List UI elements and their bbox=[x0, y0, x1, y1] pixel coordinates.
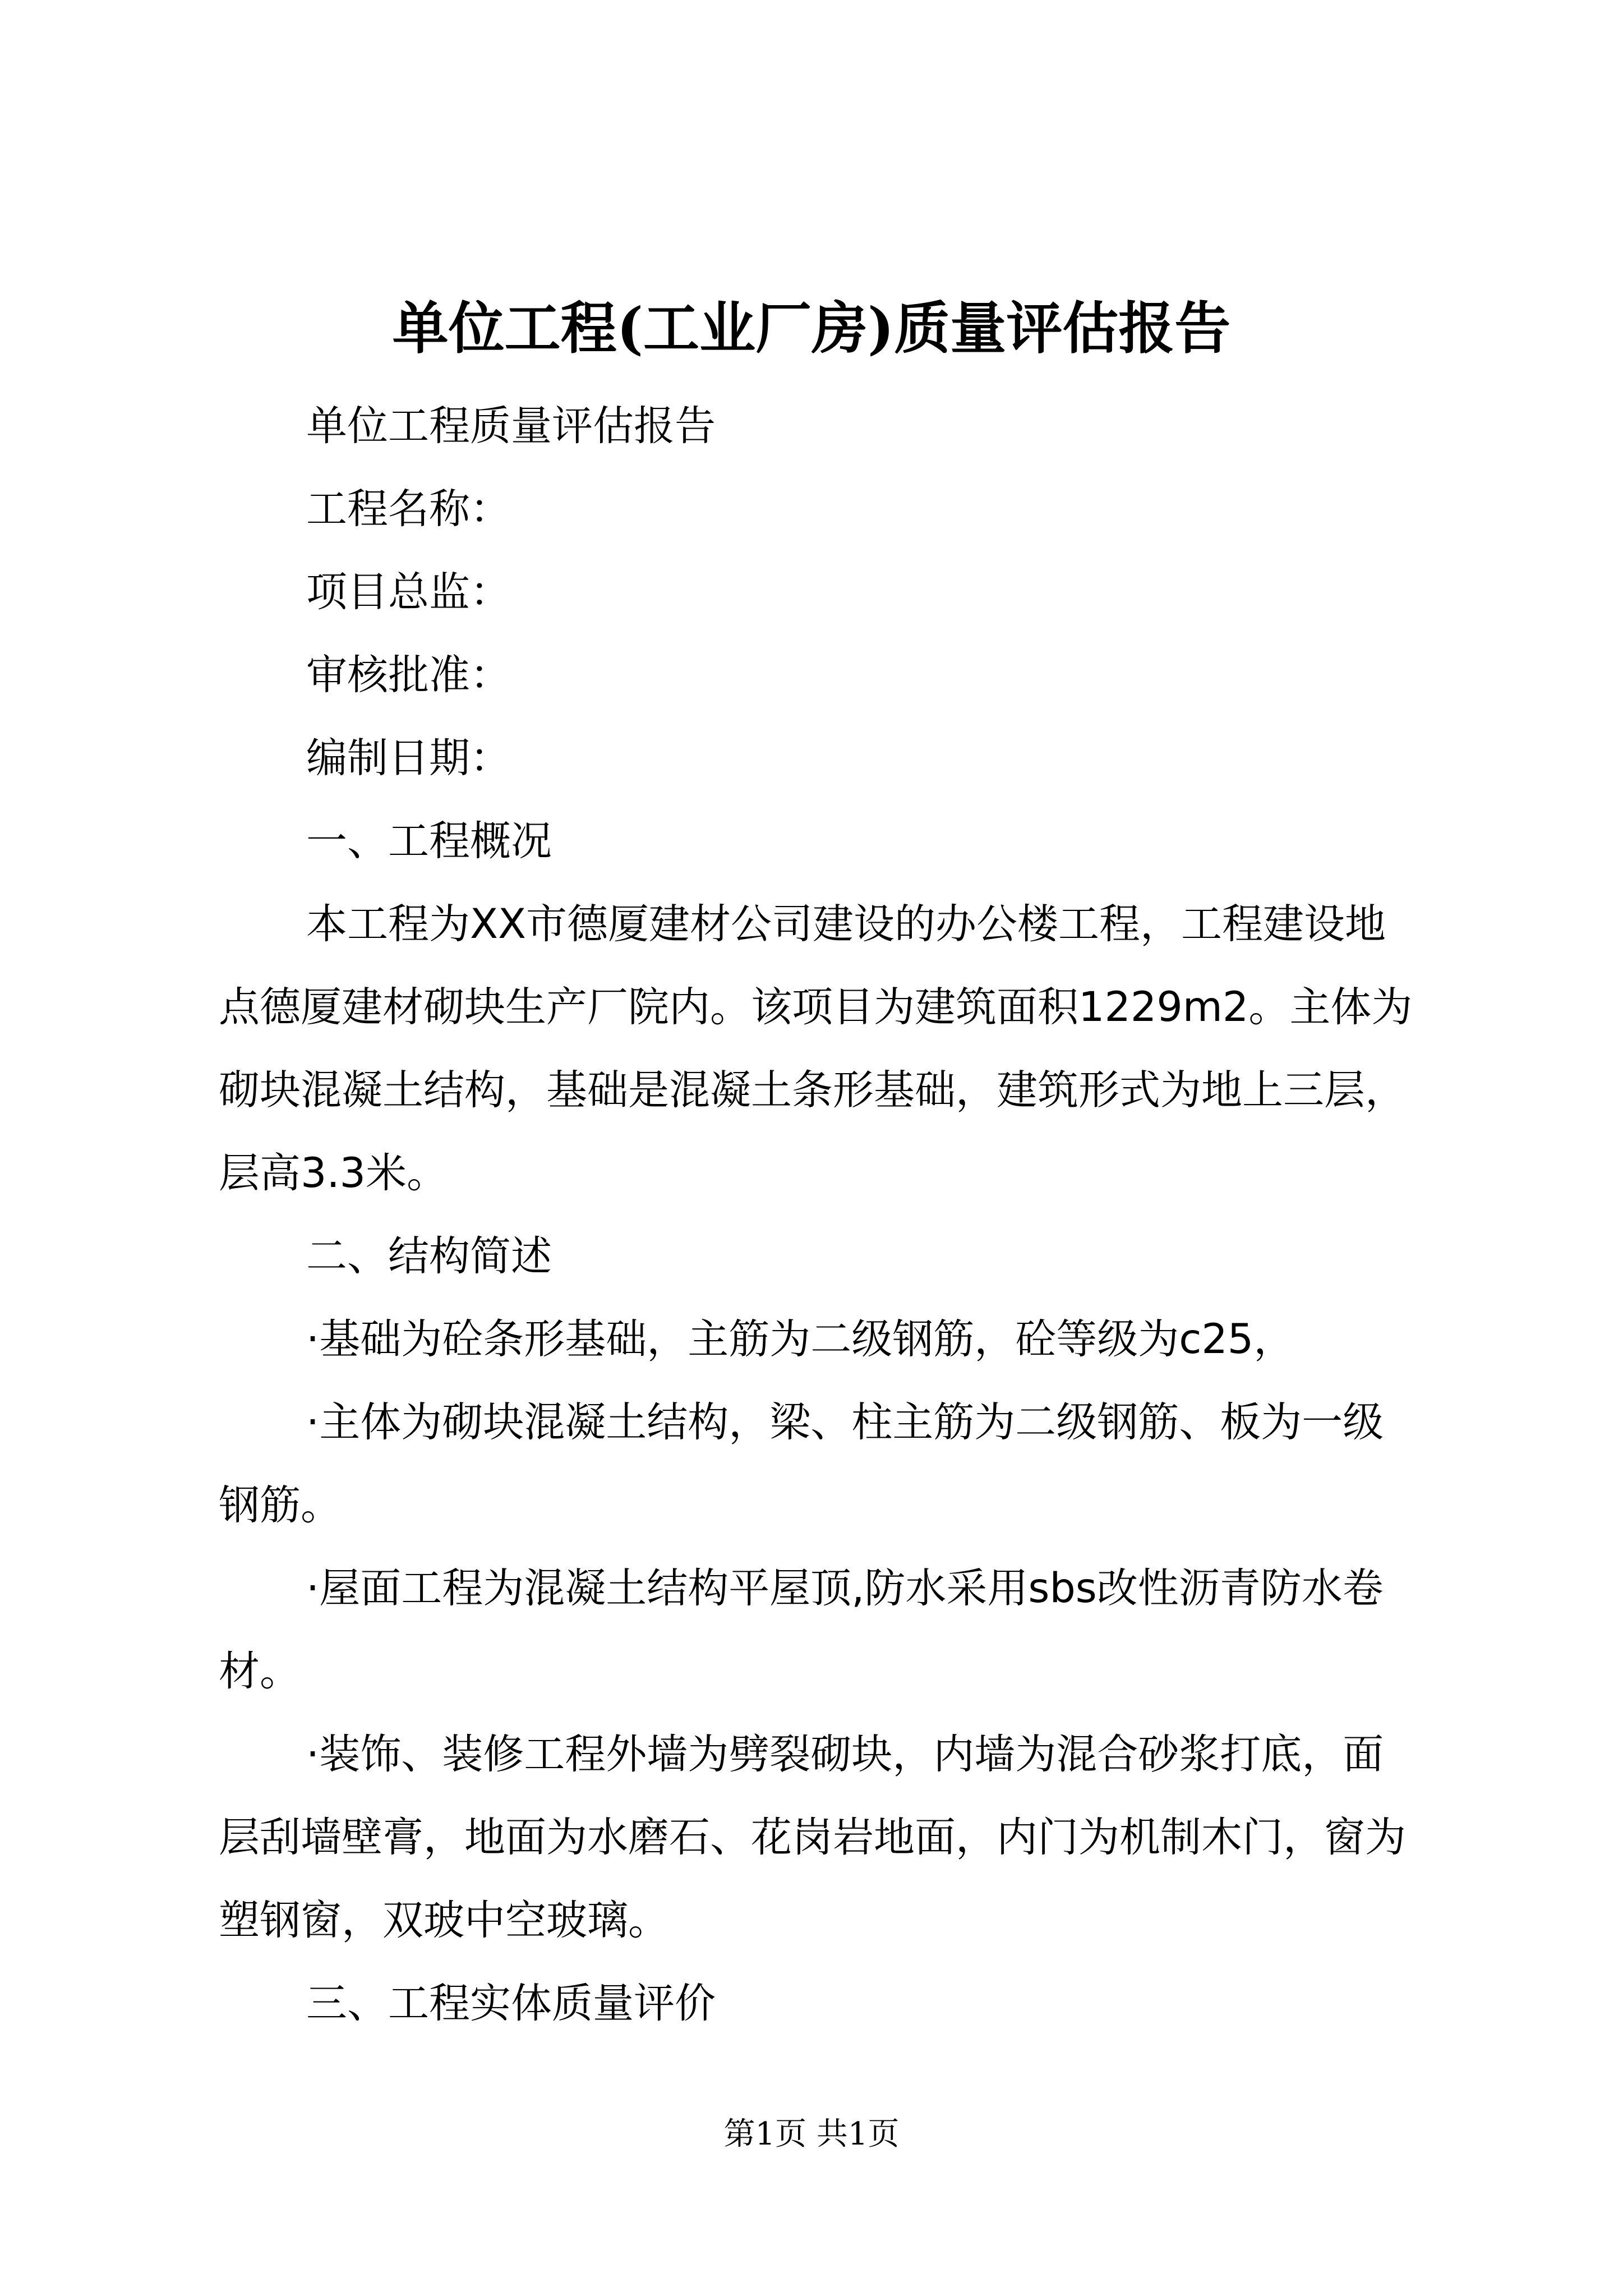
document-body bbox=[219, 385, 1419, 2045]
bullet-foundation: ·基础为砼条形基础，主筋为二级钢筋，砼等级为c25， bbox=[306, 1315, 1295, 1363]
paragraph-approval: 审核批准： bbox=[306, 651, 511, 699]
document-title: 单位工程(工业厂房)质量评估报告 bbox=[392, 295, 1231, 361]
bullet-decoration: ·装饰、装修工程外墙为劈裂砌块，内墙为混合砂浆打底，面层刮墙壁膏，地面为水磨石、花岗岩地面，内门为机制木门，窗为塑钢窗，双玻中空玻璃。 bbox=[219, 1731, 1406, 1944]
paragraph-chief-supervisor: 项目总监： bbox=[306, 568, 511, 616]
paragraph-project-name: 工程名称： bbox=[306, 485, 511, 533]
section-heading-structure: 二、结构简述 bbox=[306, 1232, 552, 1280]
bullet-main-structure: ·主体为砌块混凝土结构，梁、柱主筋为二级钢筋、板为一级钢筋。 bbox=[219, 1398, 1384, 1529]
page-footer: 第1页 共1页 bbox=[723, 2116, 900, 2152]
section-heading-overview: 一、工程概况 bbox=[306, 817, 552, 865]
paragraph-report-subtitle: 单位工程质量评估报告 bbox=[306, 402, 716, 450]
bullet-roof: ·屋面工程为混凝土结构平屋顶,防水采用sbs改性沥青防水卷材。 bbox=[219, 1565, 1384, 1695]
section-heading-quality: 三、工程实体质量评价 bbox=[306, 1980, 716, 2027]
paragraph-compile-date: 编制日期： bbox=[306, 734, 511, 782]
paragraph-overview: 本工程为XX市德厦建材公司建设的办公楼工程，工程建设地点德厦建材砌块生产厂院内。该项目为建筑面积1229m2。主体为砌块混凝土结构，基础是混凝土条形基础，建筑形式为地上三层，层高3.3米。 bbox=[219, 900, 1413, 1197]
